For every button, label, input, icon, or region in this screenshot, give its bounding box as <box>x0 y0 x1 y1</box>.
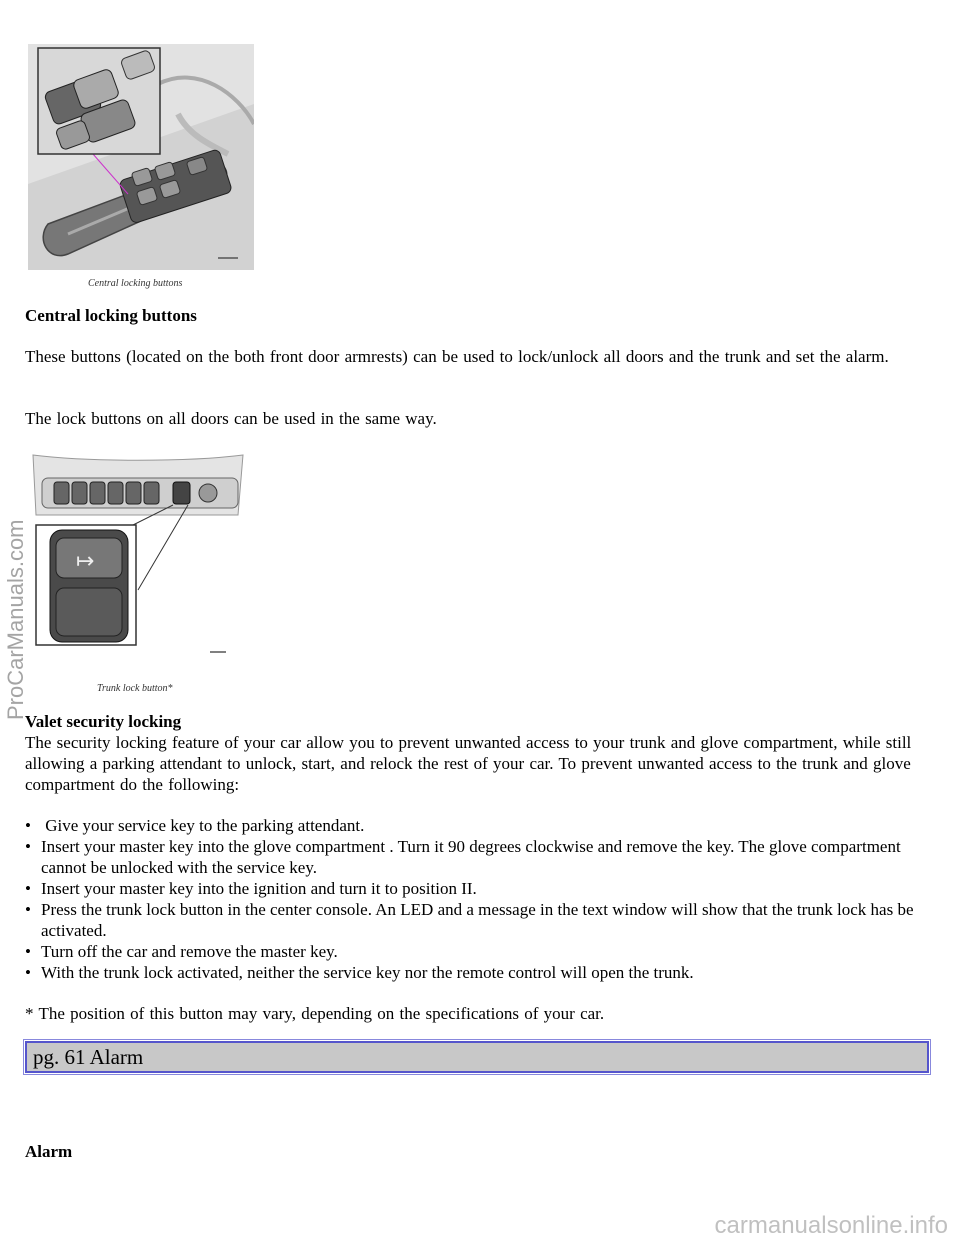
paragraph: These buttons (located on the both front door armrests) can be used to lock/unlock all doors and the trunk and set the alarm. <box>25 347 889 366</box>
instruction-list <box>25 815 935 983</box>
figure-caption: Central locking buttons <box>88 278 183 289</box>
side-watermark: ProCarManuals.com <box>3 519 28 720</box>
bottom-watermark: carmanualsonline.info <box>714 1212 948 1239</box>
list-item: • Insert your master key into the ignition and turn it to position II. <box>25 879 477 898</box>
section-heading-valet-locking: Valet security locking <box>25 712 182 731</box>
page-label: pg. 61 Alarm <box>33 1045 144 1069</box>
trunk-lock-illustration <box>28 450 254 676</box>
list-item: • With the trunk lock activated, neither the service key nor the remote control will open the trunk. <box>25 963 694 982</box>
list-item: • Give your service key to the parking attendant. <box>25 816 365 835</box>
section-heading-alarm: Alarm <box>25 1142 73 1161</box>
center-console-drawing <box>28 450 254 676</box>
door-armrest-drawing <box>28 44 254 270</box>
list-item: • Turn off the car and remove the master key. <box>25 942 338 961</box>
figure-caption: Trunk lock button* <box>97 683 173 694</box>
svg-text:↦: ↦ <box>76 549 95 574</box>
footnote: * The position of this button may vary, depending on the specifications of your car. <box>25 1004 605 1023</box>
page-navigation-bar <box>25 1041 929 1073</box>
list-item: • Press the trunk lock button in the center console. An LED and a message in the text window will show that the trunk lock has be activated. <box>25 900 914 940</box>
section-heading-central-locking: Central locking buttons <box>25 306 197 325</box>
central-locking-illustration <box>28 44 254 270</box>
intro-paragraph: The security locking feature of your car allow you to prevent unwanted access to your trunk and glove compartment, while still allowing a parking attendant to unlock, start, and relock the rest of your car. To prevent unwanted access to the trunk and glove compartment do the following: <box>25 733 912 794</box>
list-item: • Insert your master key into the glove compartment . Turn it 90 degrees clockwise and remove the key. The glove compartment cannot be unlocked with the service key. <box>25 837 901 877</box>
paragraph: The lock buttons on all doors can be used in the same way. <box>25 409 437 428</box>
